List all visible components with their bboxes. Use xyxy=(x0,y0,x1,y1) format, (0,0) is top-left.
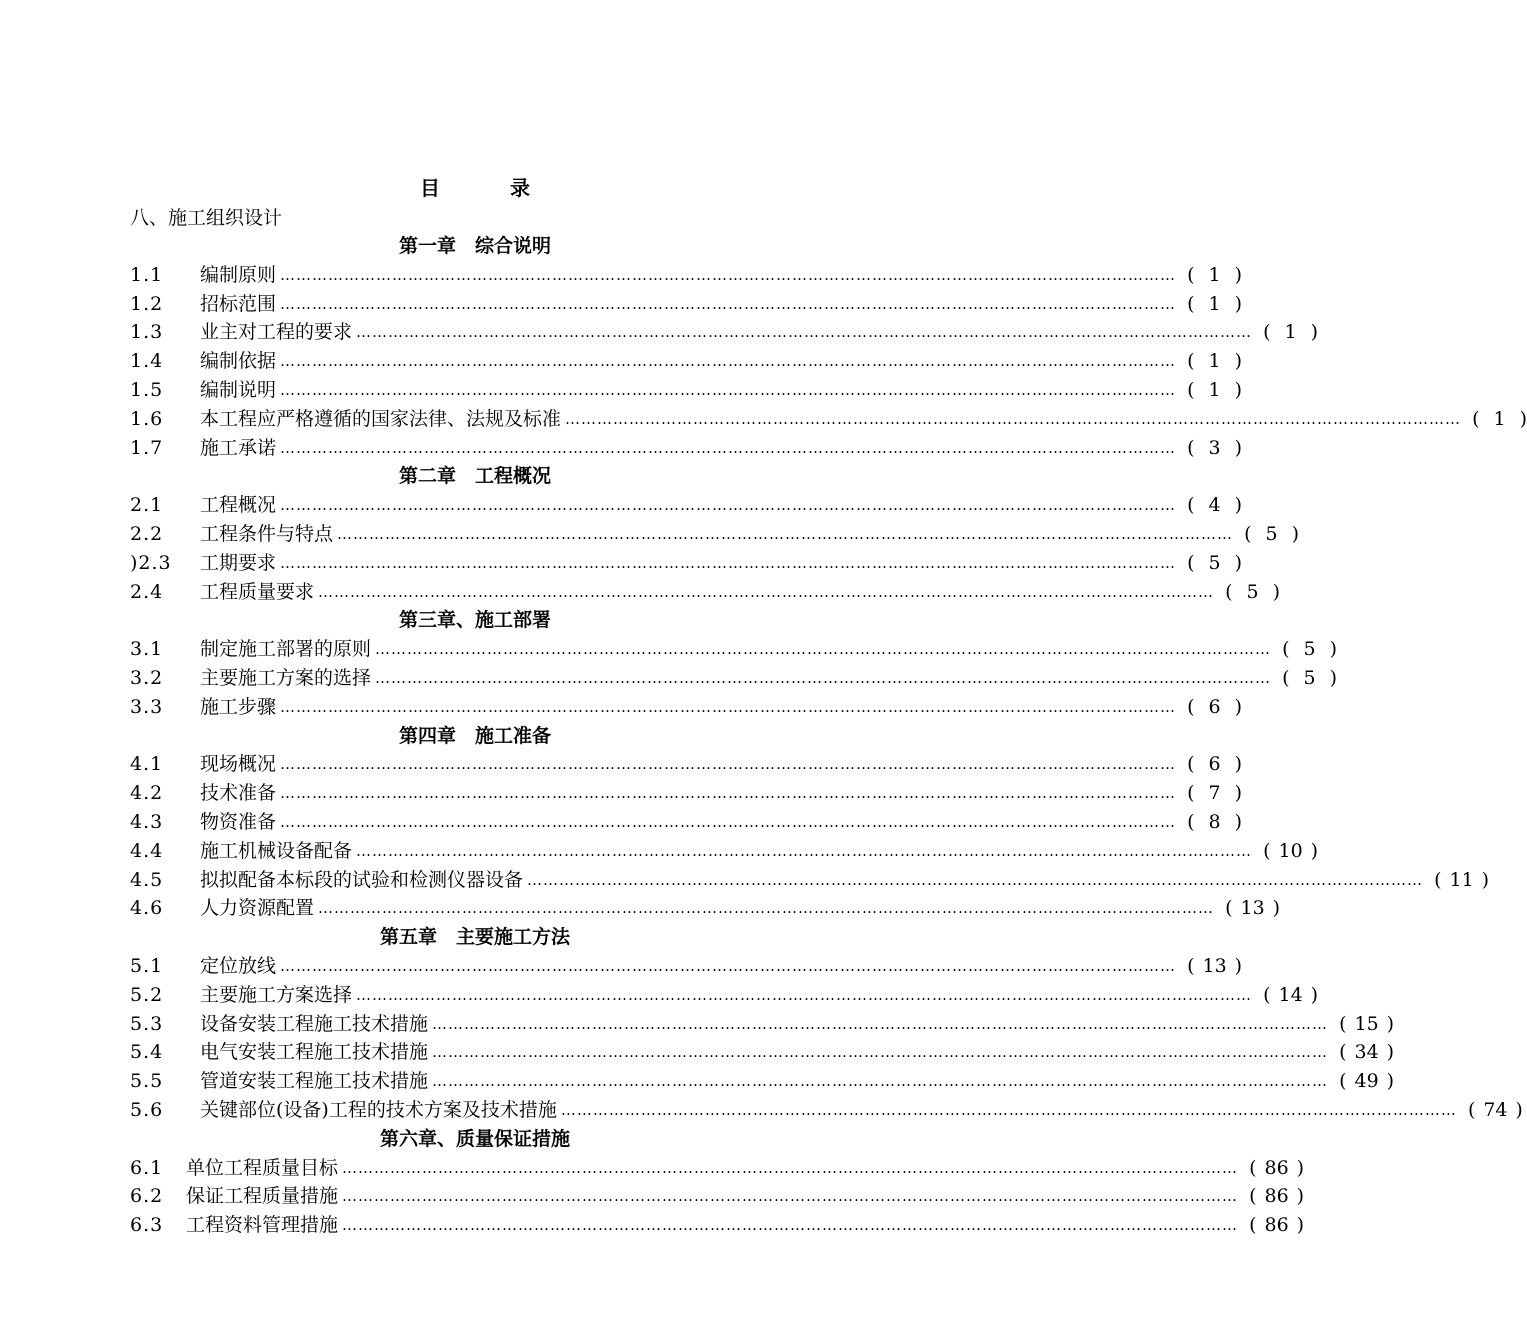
entry-page-number: 1 xyxy=(1208,379,1221,401)
entry-title: 电气安装工程施工技术措施 xyxy=(200,1041,429,1064)
dot-leader: …………………………………………………………………………………………………………………………………………………… xyxy=(280,381,1177,399)
toc-entry xyxy=(130,261,1243,290)
dot-leader: …………………………………………………………………………………………………………………………………………………… xyxy=(280,265,1177,284)
entry-number: 4.6 xyxy=(130,897,164,920)
entry-page-number: 5 xyxy=(1303,638,1316,661)
dot-leader: …………………………………………………………………………………………………………………………………………………… xyxy=(375,640,1272,659)
entry-page-ref: ( 5 ) xyxy=(1237,520,1299,549)
entry-number: )2.3 xyxy=(130,551,172,574)
entry-page-ref: ( 13 ) xyxy=(1180,952,1242,981)
entry-page-ref: ( 8 ) xyxy=(1180,808,1242,837)
dot-leader: …………………………………………………………………………………………………………………………………………………… xyxy=(432,1072,1329,1091)
dot-leader: …………………………………………………………………………………………………………………………………………………… xyxy=(527,870,1424,889)
entry-number: 1.1 xyxy=(130,263,164,286)
entry-number: 5.1 xyxy=(130,955,164,977)
entry-page-ref: ( 7 ) xyxy=(1180,779,1242,808)
entry-page-ref: ( 86 ) xyxy=(1242,1211,1304,1240)
dot-leader: …………………………………………………………………………………………………………………………………………………… xyxy=(280,294,1177,313)
toc-entry xyxy=(130,1211,1305,1240)
dot-leader: …………………………………………………………………………………………………………………………………………………… xyxy=(280,813,1177,831)
entry-page-number: 5 xyxy=(1265,523,1278,545)
toc-title xyxy=(0,172,950,201)
chapter-heading: 第三章、施工部署 xyxy=(398,609,551,632)
dot-leader: …………………………………………………………………………………………………………………………………………………… xyxy=(280,496,1177,515)
entry-number: 6.2 xyxy=(130,1185,164,1208)
toc-title-left: 目 xyxy=(420,176,441,200)
entry-page-number: 1 xyxy=(1208,292,1221,315)
dot-leader: …………………………………………………………………………………………………………………………………………………… xyxy=(280,697,1177,716)
entry-title: 技术准备 xyxy=(200,782,277,805)
entry-title: 人力资源配置 xyxy=(200,897,315,920)
entry-page-ref: ( 14 ) xyxy=(1256,981,1318,1010)
entry-page-number: 49 xyxy=(1354,1070,1379,1093)
entry-page-number: 5 xyxy=(1246,580,1259,603)
toc-entry xyxy=(130,1010,1395,1039)
entry-page-ref: ( 1 ) xyxy=(1465,405,1527,434)
entry-page-ref: ( 11 ) xyxy=(1427,866,1489,895)
entry-number: 6.3 xyxy=(130,1214,164,1237)
chapter-heading: 第二章 工程概况 xyxy=(398,465,551,488)
dot-leader: …………………………………………………………………………………………………………………………………………………… xyxy=(280,553,1177,572)
dot-leader: …………………………………………………………………………………………………………………………………………………… xyxy=(342,1216,1239,1235)
entry-title: 物资准备 xyxy=(200,811,277,833)
entry-page-number: 1 xyxy=(1284,321,1297,344)
entry-number: 2.4 xyxy=(130,580,164,603)
toc-entry xyxy=(130,376,1243,405)
entry-number: 4.4 xyxy=(130,839,164,862)
entry-page-ref: ( 1 ) xyxy=(1256,318,1318,347)
entry-title: 业主对工程的要求 xyxy=(200,321,353,344)
entry-page-ref: ( 1 ) xyxy=(1180,261,1242,290)
entry-title: 管道安装工程施工技术措施 xyxy=(200,1070,429,1093)
entry-number: 1.4 xyxy=(130,350,164,373)
dot-leader: …………………………………………………………………………………………………………………………………………………… xyxy=(337,525,1234,543)
toc-entry xyxy=(130,491,1243,520)
dot-leader: …………………………………………………………………………………………………………………………………………………… xyxy=(432,1014,1329,1033)
entry-page-ref: ( 34 ) xyxy=(1332,1038,1394,1067)
toc-entry xyxy=(130,1096,1523,1125)
entry-page-number: 8 xyxy=(1208,811,1221,833)
entry-number: 4.3 xyxy=(130,811,164,833)
dot-leader: …………………………………………………………………………………………………………………………………………………… xyxy=(356,985,1253,1004)
entry-page-number: 7 xyxy=(1208,782,1221,805)
entry-page-ref: ( 4 ) xyxy=(1180,491,1242,520)
chapter-heading: 第四章 施工准备 xyxy=(398,724,551,747)
toc-entry xyxy=(130,894,1281,923)
entry-page-number: 1 xyxy=(1208,263,1221,286)
toc-entry xyxy=(130,779,1243,808)
dot-leader: …………………………………………………………………………………………………………………………………………………… xyxy=(375,669,1272,687)
entry-page-number: 1 xyxy=(1208,350,1221,373)
toc-entry xyxy=(130,290,1243,319)
entry-page-ref: ( 15 ) xyxy=(1332,1010,1394,1039)
entry-page-ref: ( 6 ) xyxy=(1180,750,1242,779)
entry-page-number: 74 xyxy=(1483,1099,1508,1121)
toc-entry xyxy=(130,693,1243,722)
entry-title: 施工机械设备配备 xyxy=(200,839,353,862)
entry-number: 4.1 xyxy=(130,753,164,776)
toc-entry xyxy=(130,808,1243,837)
chapter-heading: 第五章 主要施工方法 xyxy=(379,926,570,949)
entry-title: 制定施工部署的原则 xyxy=(200,638,372,661)
toc-entry xyxy=(130,578,1281,607)
entry-title: 工程资料管理措施 xyxy=(186,1214,339,1237)
entry-number: 5.2 xyxy=(130,983,164,1006)
entry-page-number: 6 xyxy=(1208,695,1221,718)
entry-title: 施工步骤 xyxy=(200,695,277,718)
toc-entry xyxy=(130,635,1338,664)
entry-title: 定位放线 xyxy=(200,955,277,977)
entry-page-ref: ( 5 ) xyxy=(1275,664,1337,693)
dot-leader: …………………………………………………………………………………………………………………………………………………… xyxy=(280,755,1177,774)
dot-leader: …………………………………………………………………………………………………………………………………………………… xyxy=(280,784,1177,803)
dot-leader: …………………………………………………………………………………………………………………………………………………… xyxy=(342,1187,1239,1206)
toc-entry xyxy=(130,664,1338,693)
entry-title: 编制原则 xyxy=(200,263,277,286)
toc-entry xyxy=(130,434,1243,463)
entry-number: 5.6 xyxy=(130,1099,164,1121)
entry-page-ref: ( 5 ) xyxy=(1218,578,1280,607)
dot-leader: …………………………………………………………………………………………………………………………………………………… xyxy=(280,957,1177,975)
dot-leader: …………………………………………………………………………………………………………………………………………………… xyxy=(280,438,1177,457)
entry-number: 1.7 xyxy=(130,436,164,459)
chapter-heading: 第一章 综合说明 xyxy=(398,235,551,257)
entry-title: 工程概况 xyxy=(200,494,277,517)
entry-page-number: 86 xyxy=(1264,1214,1289,1237)
chapter-heading: 第六章、质量保证措施 xyxy=(379,1127,570,1150)
entry-page-number: 86 xyxy=(1264,1185,1289,1208)
toc-entry xyxy=(130,347,1243,376)
entry-page-ref: ( 86 ) xyxy=(1242,1154,1304,1183)
entry-title: 现场概况 xyxy=(200,753,277,776)
entry-title: 招标范围 xyxy=(200,292,277,315)
entry-page-number: 4 xyxy=(1208,494,1221,517)
entry-page-ref: ( 5 ) xyxy=(1275,635,1337,664)
toc-entry xyxy=(130,837,1319,866)
toc-entry xyxy=(130,952,1243,981)
entry-page-ref: ( 13 ) xyxy=(1218,894,1280,923)
entry-title: 编制说明 xyxy=(200,379,277,401)
entry-title: 主要施工方案选择 xyxy=(200,983,353,1006)
toc-title-right: 录 xyxy=(509,176,530,200)
entry-number: 3.1 xyxy=(130,638,164,661)
entry-page-number: 5 xyxy=(1208,551,1221,574)
entry-page-ref: ( 86 ) xyxy=(1242,1182,1304,1211)
entry-number: 1.2 xyxy=(130,292,164,315)
entry-number: 4.2 xyxy=(130,782,164,805)
entry-number: 5.5 xyxy=(130,1070,164,1093)
entry-number: 2.2 xyxy=(130,523,164,545)
entry-number: 1.6 xyxy=(130,407,164,430)
entry-page-number: 14 xyxy=(1278,983,1303,1006)
toc-entry xyxy=(130,866,1490,895)
toc-entry xyxy=(130,405,1527,434)
entry-page-number: 13 xyxy=(1202,955,1227,977)
entry-page-ref: ( 10 ) xyxy=(1256,837,1318,866)
entry-number: 1.5 xyxy=(130,379,164,401)
toc-entry xyxy=(130,520,1300,549)
entry-page-ref: ( 3 ) xyxy=(1180,434,1242,463)
entry-title: 设备安装工程施工技术措施 xyxy=(200,1012,429,1035)
entry-title: 工程质量要求 xyxy=(200,580,315,603)
entry-number: 2.1 xyxy=(130,494,164,517)
toc-entry xyxy=(130,318,1319,347)
entry-page-ref: ( 74 ) xyxy=(1461,1096,1523,1125)
entry-page-number: 34 xyxy=(1354,1041,1379,1064)
entry-page-number: 86 xyxy=(1264,1156,1289,1179)
entry-page-ref: ( 1 ) xyxy=(1180,290,1242,319)
entry-number: 6.1 xyxy=(130,1156,164,1179)
entry-page-number: 3 xyxy=(1208,436,1221,459)
entry-page-ref: ( 6 ) xyxy=(1180,693,1242,722)
toc-entry xyxy=(130,1154,1305,1183)
entry-page-ref: ( 49 ) xyxy=(1332,1067,1394,1096)
toc-entry xyxy=(130,981,1319,1010)
entry-title: 关键部位(设备)工程的技术方案及技术措施 xyxy=(200,1099,557,1121)
entry-title: 拟拟配备本标段的试验和检测仪器设备 xyxy=(200,868,524,891)
toc-entry xyxy=(130,1038,1395,1067)
entry-title: 施工承诺 xyxy=(200,436,277,459)
entry-page-number: 15 xyxy=(1354,1012,1379,1035)
entry-page-number: 6 xyxy=(1208,753,1221,776)
toc-entry xyxy=(130,750,1243,779)
entry-page-ref: ( 1 ) xyxy=(1180,347,1242,376)
entry-page-ref: ( 5 ) xyxy=(1180,549,1242,578)
entry-number: 4.5 xyxy=(130,868,164,891)
entry-title: 本工程应严格遵循的国家法律、法规及标准 xyxy=(200,407,562,430)
entry-title: 单位工程质量目标 xyxy=(186,1156,339,1179)
dot-leader: …………………………………………………………………………………………………………………………………………………… xyxy=(318,899,1215,918)
entry-title: 工期要求 xyxy=(200,551,277,574)
entry-page-ref: ( 1 ) xyxy=(1180,376,1242,405)
entry-page-number: 13 xyxy=(1240,897,1265,920)
dot-leader: …………………………………………………………………………………………………………………………………………………… xyxy=(318,582,1215,601)
dot-leader: …………………………………………………………………………………………………………………………………………………… xyxy=(560,1101,1457,1119)
toc-entry xyxy=(130,549,1243,578)
entry-page-number: 11 xyxy=(1449,868,1474,891)
dot-leader: …………………………………………………………………………………………………………………………………………………… xyxy=(342,1158,1239,1177)
entry-title: 保证工程质量措施 xyxy=(186,1185,339,1208)
dot-leader: …………………………………………………………………………………………………………………………………………………… xyxy=(565,409,1462,428)
entry-number: 3.2 xyxy=(130,667,164,689)
dot-leader: …………………………………………………………………………………………………………………………………………………… xyxy=(280,352,1177,371)
dot-leader: …………………………………………………………………………………………………………………………………………………… xyxy=(432,1043,1329,1062)
entry-title: 编制依据 xyxy=(200,350,277,373)
entry-number: 5.3 xyxy=(130,1012,164,1035)
entry-title: 主要施工方案的选择 xyxy=(200,667,372,689)
entry-number: 3.3 xyxy=(130,695,164,718)
toc-entry xyxy=(130,1067,1395,1096)
entry-page-number: 5 xyxy=(1303,667,1316,689)
entry-page-number: 1 xyxy=(1493,407,1506,430)
toc-entry xyxy=(130,1182,1305,1211)
dot-leader: …………………………………………………………………………………………………………………………………………………… xyxy=(356,841,1253,860)
entry-title: 工程条件与特点 xyxy=(200,523,334,545)
entry-number: 1.3 xyxy=(130,321,164,344)
entry-number: 5.4 xyxy=(130,1041,164,1064)
dot-leader: …………………………………………………………………………………………………………………………………………………… xyxy=(356,323,1253,342)
entry-page-number: 10 xyxy=(1278,839,1303,862)
section-heading: 八、施工组织设计 xyxy=(130,207,283,229)
